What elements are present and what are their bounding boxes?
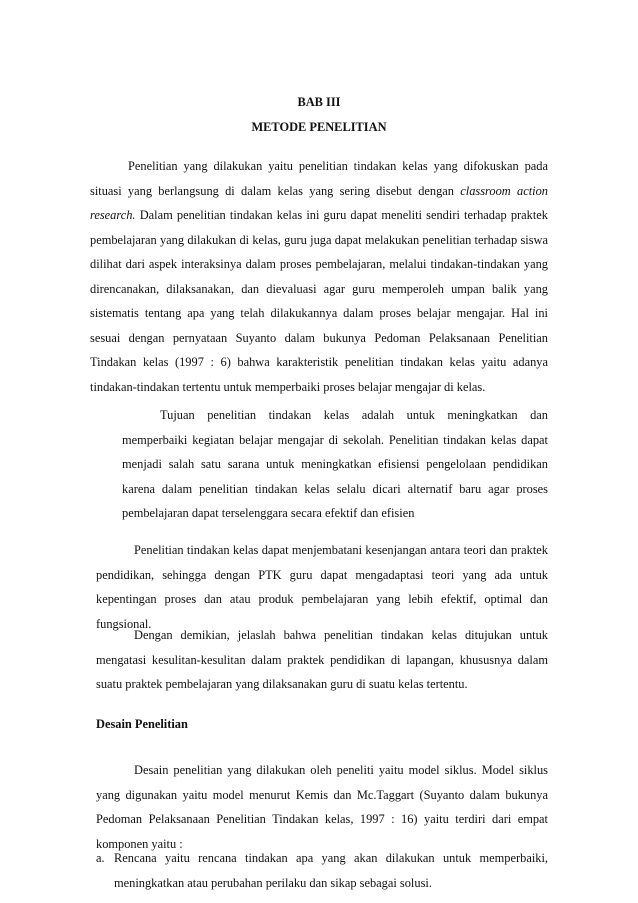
- chapter-title: METODE PENELITIAN: [251, 120, 387, 134]
- list-item-a-marker: a.: [96, 851, 105, 865]
- paragraph-intro-text-b: Dalam penelitian tindakan kelas ini guru dapat meneliti sendiri terhadap praktek pembelajaran yang dilakukan di kelas, guru juga dapat melakukan penelitian terhadap siswa dilihat dari aspek interaksinya dalam proses pembelajaran, melalui tindakan-tindakan yang direncanakan, dilaksanakan, dan dievaluasi agar guru memperoleh umpan balik yang sistematis tentang apa yang telah dilakukannya dalam proses belajar mengajar. Hal ini sesuai dengan pernyataan Suyanto dalam bukunya Pedoman Pelaksanaan Penelitian Tindakan kelas (1997 : 6) bahwa karakteristik penelitian tindakan kelas yaitu adanya tindakan-tindakan tertentu untuk memperbaiki proses belajar mengajar di kelas.: [90, 208, 548, 394]
- paragraph-design: Desain penelitian yang dilakukan oleh peneliti yaitu model siklus. Model siklus yang digunakan yaitu model menurut Kemis dan Mc.Taggart (Suyanto dalam bukunya Pedoman Pelaksanaan Penelitian Tindakan kelas, 1997 : 16) yaitu terdiri dari empat komponen yaitu :: [96, 763, 548, 851]
- paragraph-purpose: Tujuan penelitian tindakan kelas adalah untuk meningkatkan dan memperbaiki kegiatan belajar mengajar di sekolah. Penelitian tindakan kelas dapat menjadi salah satu sarana untuk meningkatkan efisiensi pengelolaan pendidikan karena dalam penelitian tindakan kelas selalu dicari alternatif baru agar proses pembelajaran dapat terselenggara secara efektif dan efisien: [122, 408, 548, 520]
- paragraph-intro-emphasis: classroom action research.: [90, 183, 548, 222]
- chapter-number: BAB III: [297, 95, 341, 109]
- list-item-a: [96, 846, 548, 895]
- paragraph-bridge: Penelitian tindakan kelas dapat menjembatani kesenjangan antara teori dan praktek pendidikan, sehingga dengan PTK guru dapat mengadaptasi teori yang ada untuk kepentingan proses dan atau produk pembelajaran yang lebih efektif, optimal dan fungsional.: [96, 543, 548, 631]
- list-item-a-text: Rencana yaitu rencana tindakan apa yang akan dilakukan untuk memperbaiki, meningkatkan atau perubahan perilaku dan sikap sebagai solusi.: [114, 851, 548, 890]
- section-heading: Desain Penelitian: [96, 717, 188, 731]
- paragraph-intro-text-a: Penelitian yang dilakukan yaitu penelitian tindakan kelas yang difokuskan pada situasi yang berlangsung di dalam kelas yang sering disebut dengan: [90, 159, 548, 198]
- paragraph-conclusion: Dengan demikian, jelaslah bahwa penelitian tindakan kelas ditujukan untuk mengatasi kesulitan-kesulitan dalam praktek pendidikan di lapangan, khususnya dalam suatu praktek pembelajaran yang dilaksanakan guru di suatu kelas tertentu.: [96, 628, 548, 691]
- paragraph-intro: [90, 154, 548, 399]
